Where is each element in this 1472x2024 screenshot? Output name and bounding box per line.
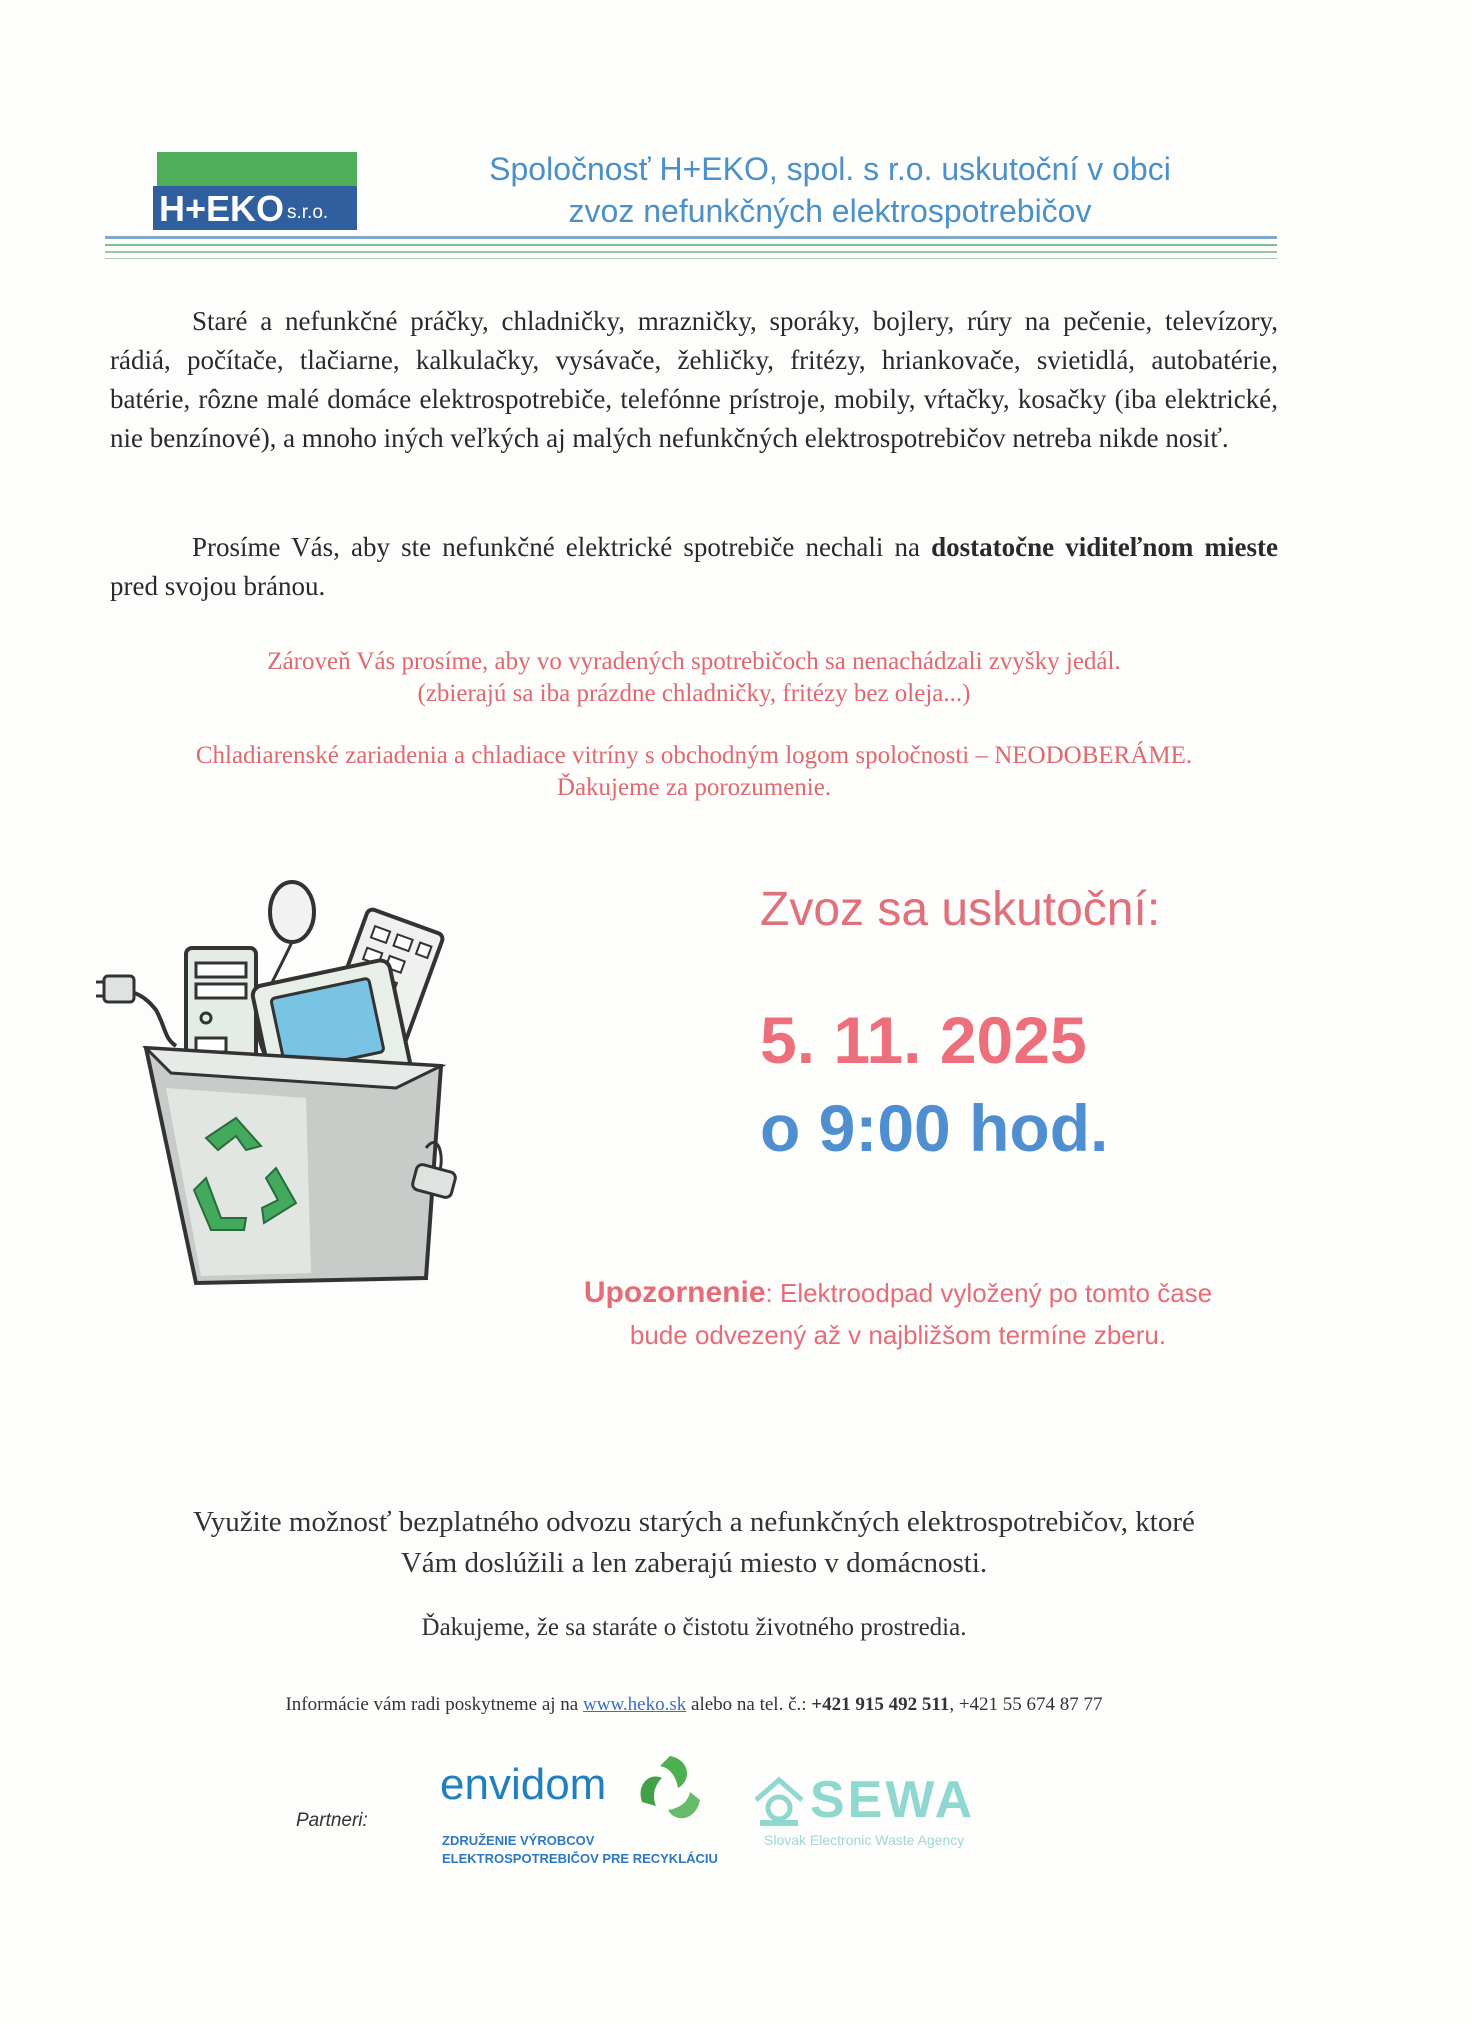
sewa-name: SEWA xyxy=(810,1771,976,1829)
info-text: alebo na tel. č.: xyxy=(686,1694,812,1715)
sewa-house-icon xyxy=(752,1776,806,1828)
note-line: (zbierajú sa iba prázdne chladničky, fritézy bez oleja...) xyxy=(417,680,971,707)
note-line: Ďakujeme za porozumenie. xyxy=(556,774,832,801)
footer-line: Využite možnosť bezplatného odvozu starých a nefunkčných elektrospotrebičov, ktoré xyxy=(193,1506,1195,1538)
commercial-fridge-note xyxy=(110,740,1278,804)
paragraph-text: Staré a nefunkčné práčky, chladničky, mrazničky, sporáky, bojlery, rúry na pečenie, televízory, rádiá, počítače, tlačiarne, kalkulačky, vysávače, žehličky, fritézy, hriankovače, svietidlá, autobatérie, batérie, rôzne malé domáce elektrospotrebiče, telefónne prístroje, mobily, vŕtačky, kosačky (iba elektrické, nie benzínové), a mnoho iných veľkých aj malých nefunkčných elektrospotrebičov netreba nikde nosiť. xyxy=(110,306,1278,453)
note-line: Zároveň Vás prosíme, aby vo vyradených spotrebičoch sa nenachádzali zvyšky jedál. xyxy=(267,648,1121,675)
late-disposal-warning xyxy=(528,1272,1268,1356)
paragraph-text: Prosíme Vás, aby ste nefunkčné elektrické spotrebiče nechali na xyxy=(192,532,932,562)
collection-time: o 9:00 hod. xyxy=(760,1091,1109,1165)
warning-text: bude odvezený až v najbližšom termíne zberu. xyxy=(629,1320,1167,1350)
header-line-2: zvoz nefunkčných elektrospotrebičov xyxy=(568,193,1092,229)
header-title xyxy=(395,148,1265,232)
partners-label: Partneri: xyxy=(296,1810,368,1831)
contact-info xyxy=(110,1694,1278,1716)
logo-text: H+EKO xyxy=(159,188,285,229)
website-link[interactable]: www.heko.sk xyxy=(583,1694,687,1715)
envidom-subtitle xyxy=(442,1832,718,1868)
free-collection-text xyxy=(110,1502,1278,1584)
header-line-1: Spoločnosť H+EKO, spol. s r.o. uskutoční v obci xyxy=(489,151,1171,187)
header-divider xyxy=(105,251,1277,253)
sewa-logo xyxy=(752,1770,992,1860)
header-divider xyxy=(105,236,1277,239)
paragraph-text: pred svojou bránou. xyxy=(110,571,326,601)
placement-paragraph xyxy=(110,528,1278,606)
warning-label: Upozornenie xyxy=(583,1276,766,1309)
footer-line: Vám doslúžili a len zaberajú miesto v domácnosti. xyxy=(400,1547,988,1579)
food-remains-note xyxy=(110,646,1278,710)
header-divider xyxy=(105,258,1277,259)
envidom-subtitle-line: ELEKTROSPOTREBIČOV PRE RECYKLÁCIU xyxy=(442,1851,718,1866)
phone-primary: +421 915 492 511 xyxy=(811,1694,950,1715)
logo-suffix: s.r.o. xyxy=(287,202,329,223)
header-divider xyxy=(105,244,1277,246)
collection-date: 5. 11. 2025 xyxy=(760,1003,1087,1077)
thanks-text: Ďakujeme, že sa staráte o čistotu životného prostredia. xyxy=(421,1614,967,1641)
sewa-subtitle: Slovak Electronic Waste Agency xyxy=(764,1832,965,1848)
appliance-list-paragraph xyxy=(110,302,1278,458)
phone-secondary: , +421 55 674 87 77 xyxy=(949,1694,1103,1715)
envidom-name: envidom xyxy=(440,1760,607,1809)
heko-logo xyxy=(153,152,357,230)
paragraph-emphasis: dostatočne viditeľnom mieste xyxy=(931,532,1278,562)
envidom-subtitle-line: ZDRUŽENIE VÝROBCOV xyxy=(442,1833,595,1848)
logo-blue-band xyxy=(153,186,357,230)
collection-heading: Zvoz sa uskutoční: xyxy=(760,883,1161,936)
info-text: Informácie vám radi poskytneme aj na xyxy=(285,1694,583,1715)
envidom-leaf-recycle-icon xyxy=(630,1750,710,1830)
envidom-logo xyxy=(440,1748,720,1878)
note-line: Chladiarenské zariadenia a chladiace vitríny s obchodným logom spoločnosti – NEODOBERÁME. xyxy=(195,742,1193,769)
warning-text: : Elektroodpad vyložený po tomto čase xyxy=(765,1278,1213,1308)
recycling-bin-electronics-illustration xyxy=(96,878,476,1298)
